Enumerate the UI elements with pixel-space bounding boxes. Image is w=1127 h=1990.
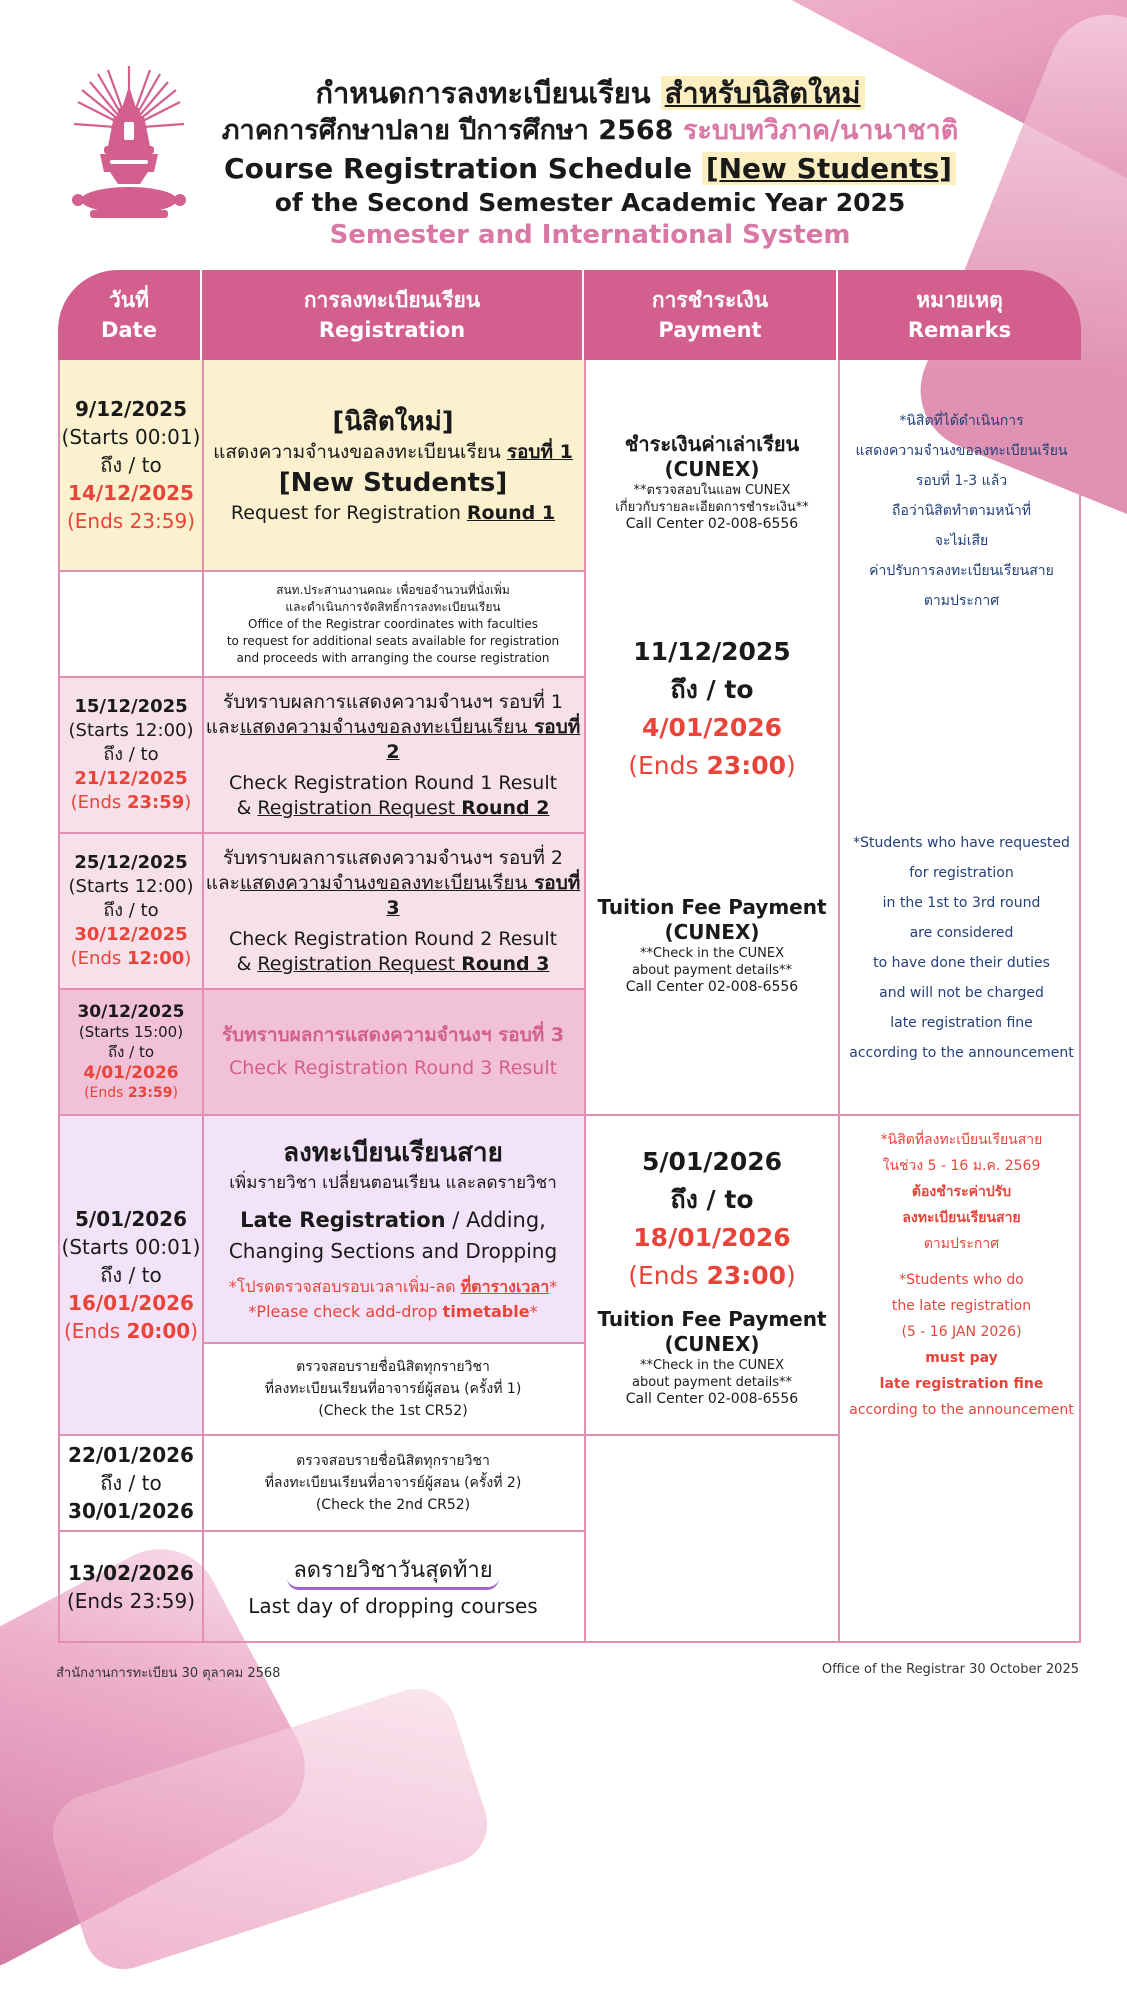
row8-registration: ตรวจสอบรายชื่อนิสิตทุกรายวิชา ที่ลงทะเบียนเรียนที่อาจารย์ผู้สอน (ครั้งที่ 2) (Check the 2nd CR52) [264,1453,522,1513]
title-thai: กำหนดการลงทะเบียนเรียน สำหรับนิสิตใหม่ [200,70,980,116]
col-date: วันที่ Date [101,288,157,342]
payment-block-2: 5/01/2026 ถึง / to 18/01/2026 (Ends 23:00) Tuition Fee Payment (CUNEX) **Check in the CUNEX about payment details** Call Center 02-008-6556 [597,1146,827,1407]
row7-registration: ตรวจสอบรายชื่อนิสิตทุกรายวิชา ที่ลงทะเบียนเรียนที่อาจารย์ผู้สอน (ครั้งที่ 1) (Check the 1st CR52) [264,1359,522,1419]
row6-registration: ลงทะเบียนเรียนสาย เพิ่มรายวิชา เปลี่ยนตอนเรียน และลดรายวิชา Late Registration / Adding, Changing Sections and Dropping *โปรดตรวจสอบรอบเวลาเพิ่ม-ลด ที่ตารางเวลา* *Please check add-drop timetable* [202,1116,584,1342]
row2-note: สนท.ประสานงานคณะ เพื่อขอจำนวนที่นั่งเพิ่ม และดำเนินการจัดสิทธิ์การลงทะเบียนเรียน Office of the Registrar coordinates with faculties to request for additional seats available for registration and proceeds with arranging the course registration [226,582,560,665]
row5-registration: รับทราบผลการแสดงความจำนงฯ รอบที่ 3 Check Registration Round 3 Result [202,990,584,1114]
row1-date: 9/12/2025 (Starts 00:01) ถึง / to 14/12/2025 (Ends 23:59) [60,360,202,570]
row1-registration: [นิสิตใหม่] แสดงความจำนงขอลงทะเบียนเรียน รอบที่ 1 [New Students] Request for Registration Round 1 [202,360,584,570]
footer-english: Office of the Registrar 30 October 2025 [821,1662,1079,1677]
row5-date: 30/12/2025 (Starts 15:00) ถึง / to 4/01/2026 (Ends 23:59) [60,990,202,1114]
remarks-block-1: *นิสิตที่ได้ดำเนินการ แสดงความจำนงขอลงทะเบียนเรียน รอบที่ 1-3 แล้ว ถือว่านิสิตทำตามหน้าที่ จะไม่เสีย ค่าปรับการลงทะเบียนเรียนสาย ตามประกาศ *Students who have requested for registration in the 1st to 3rd round are considered to have done their duties and will not be charged late registration fine according to the announcement [849,413,1074,1061]
row3-date: 15/12/2025 (Starts 12:00) ถึง / to 21/12/2025 (Ends 23:59) [60,678,202,832]
row3-registration: รับทราบผลการแสดงความจำนงฯ รอบที่ 1 และแสดงความจำนงขอลงทะเบียนเรียน รอบที่ 2 Check Registration Round 1 Result & Registration Request Round 2 [202,678,584,832]
schedule-table [58,360,1081,1643]
row6-date: 5/01/2026 (Starts 00:01) ถึง / to 16/01/2026 (Ends 20:00) [60,1116,202,1434]
footer-thai: สำนักงานการทะเบียน 30 ตุลาคม 2568 [56,1666,281,1681]
row8-date: 22/01/2026 ถึง / to 30/01/2026 [68,1443,194,1523]
col-payment: การชำระเงิน Payment [651,288,769,342]
title-english: Course Registration Schedule [New Students] [200,152,980,185]
row9-registration: ลดรายวิชาวันสุดท้าย Last day of dropping courses [202,1532,584,1641]
subtitle-thai: ภาคการศึกษาปลาย ปีการศึกษา 2568 ระบบทวิภาค/นานาชาติ [221,115,959,146]
col-registration: การลงทะเบียนเรียน Registration [303,288,481,342]
system-label: Semester and International System [329,220,851,250]
row4-date: 25/12/2025 (Starts 12:00) ถึง / to 30/12/2025 (Ends 12:00) [60,834,202,988]
subtitle-english: of the Second Semester Academic Year 2025 [274,188,906,217]
row9-date: 13/02/2026 (Ends 23:59) [66,1560,196,1613]
remarks-block-2: *นิสิตที่ลงทะเบียนเรียนสาย ในช่วง 5 - 16 ม.ค. 2569 ต้องชำระค่าปรับ ลงทะเบียนเรียนสาย ตามประกาศ *Students who do the late registration (5 - 16 JAN 2026) must pay late registration fine according to the announcement [849,1132,1074,1418]
row4-registration: รับทราบผลการแสดงความจำนงฯ รอบที่ 2 และแสดงความจำนงขอลงทะเบียนเรียน รอบที่ 3 Check Registration Round 2 Result & Registration Request Round 3 [202,834,584,988]
col-remarks: หมายเหตุ Remarks [907,288,1012,342]
payment-block-1: ชำระเงินค่าเล่าเรียน (CUNEX) **ตรวจสอบในแอพ CUNEX เกี่ยวกับรายละเอียดการชำระเงิน** Call Center 02-008-6556 11/12/2025 ถึง / to 4/01/2026 (Ends 23:00) Tuition Fee Payment (CUNEX) **Check in the CUNEX about payment details** Call Center 02-008-6556 [597,432,827,995]
table-header [58,270,1081,360]
university-emblem-icon [70,60,188,230]
